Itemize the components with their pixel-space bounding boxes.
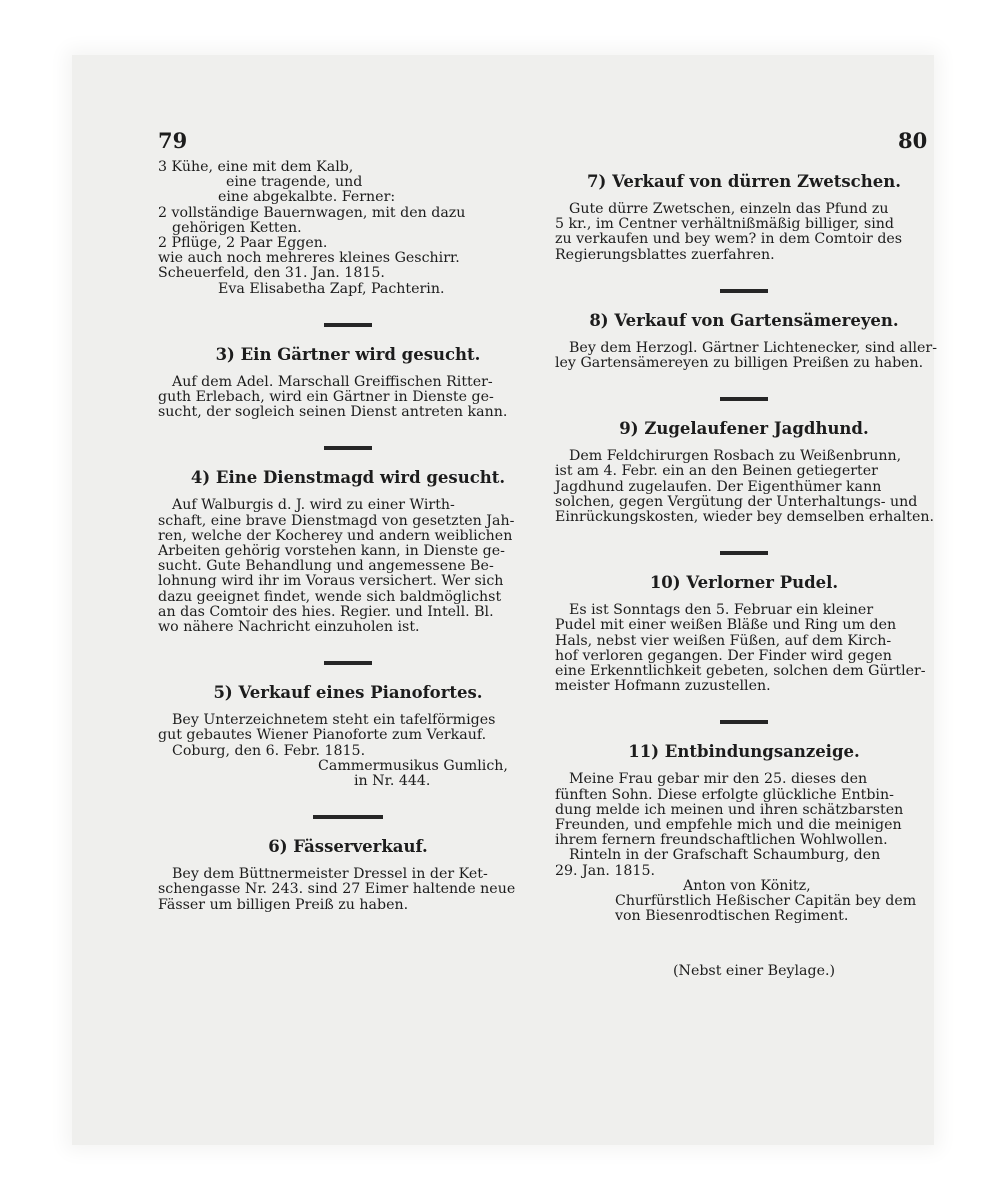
ad-barrel-sale	[158, 837, 538, 913]
ad-line: 5 kr., im Centner verhältnißmäßig billiger, sind	[555, 216, 894, 233]
ad-line: ihrem fernern freundschaftlichen Wohlwollen.	[555, 832, 888, 849]
ad-line: solchen, gegen Vergütung der Unterhaltungs- und	[555, 493, 918, 510]
ad-line: Pudel mit einer weißen Bläße und Ring um den	[555, 617, 897, 634]
ad-line: Fässer um billigen Preiß zu haben.	[158, 896, 409, 913]
ad-line: wo nähere Nachricht einzuholen ist.	[158, 619, 420, 636]
page-number-right: 80	[898, 128, 928, 153]
ad-line: Arbeiten gehörig vorstehen kann, in Dienste ge-	[158, 543, 505, 560]
ad-garden-seeds	[555, 310, 938, 372]
ad-line: ley Gartensämereyen zu billigen Preißen zu haben.	[555, 355, 924, 372]
ad-line: ren, welche der Kocherey und andern weiblichen	[158, 527, 513, 544]
ad-heading: 11) Entbindungsanzeige.	[628, 742, 860, 762]
ad-line: Meine Frau gebar mir den 25. dieses den	[569, 771, 868, 788]
ad-line: Auf Walburgis d. J. wird zu einer Wirth-	[172, 497, 455, 514]
ad-plum-sale	[555, 172, 933, 263]
ad-heading: 4) Eine Dienstmagd wird gesucht.	[190, 468, 506, 488]
ad-heading: 9) Zugelaufener Jagdhund.	[619, 419, 869, 439]
ad-line: Es ist Sonntags den 5. Februar ein kleiner	[569, 602, 874, 619]
notice-line: 3 Kühe, eine mit dem Kalb,	[158, 159, 354, 175]
ad-line: hof verloren gegangen. Der Finder wird gegen	[555, 647, 892, 664]
ad-birth-announcement	[555, 742, 933, 979]
ad-line: Bey Unterzeichnetem steht ein tafelförmiges	[172, 712, 496, 729]
ad-line: Coburg, den 6. Febr. 1815.	[172, 742, 366, 759]
ad-line: fünften Sohn. Diese erfolgte glückliche Entbin-	[555, 786, 894, 803]
ad-line: Auf dem Adel. Marschall Greiffischen Ritter-	[172, 373, 493, 390]
ad-line: sucht. Gute Behandlung und angemessene Be-	[158, 558, 494, 575]
ad-signature: Churfürstlich Heßischer Capitän bey dem	[615, 893, 917, 910]
right-column	[555, 172, 938, 980]
ad-line: gut gebautes Wiener Pianoforte zum Verkauf.	[158, 727, 487, 744]
notice-line: eine abgekalbte. Ferner:	[218, 189, 396, 206]
sale-cows-notice	[158, 160, 538, 297]
ad-line: eine Erkenntlichkeit gebeten, solchen dem Gürtler-	[555, 663, 926, 680]
notice-line: 2 Pflüge, 2 Paar Eggen.	[158, 235, 328, 252]
ad-line: Hals, nebst vier weißen Füßen, auf dem Kirch-	[555, 632, 892, 649]
ad-heading: 7) Verkauf von dürren Zwetschen.	[587, 172, 901, 191]
notice-line: wie auch noch mehreres kleines Geschirr.	[158, 250, 460, 267]
ad-maid-wanted	[158, 468, 538, 635]
ad-heading: 5) Verkauf eines Pianofortes.	[213, 683, 483, 703]
ad-gardener-wanted	[158, 345, 538, 421]
ad-heading: 3) Ein Gärtner wird gesucht.	[215, 344, 481, 364]
ad-signature: in Nr. 444.	[354, 773, 431, 790]
ad-piano-sale	[158, 683, 538, 789]
ad-line: Dem Feldchirurgen Rosbach zu Weißenbrunn,	[569, 448, 902, 465]
ad-line: an das Comtoir des hies. Regier. und Intell. Bl.	[158, 603, 494, 620]
ad-line: sucht, der sogleich seinen Dienst antreten kann.	[158, 404, 508, 421]
ad-line: Gute dürre Zwetschen, einzeln das Pfund zu	[569, 201, 889, 217]
notice-line: gehörigen Ketten.	[172, 219, 302, 236]
ad-found-hunting-dog	[555, 419, 933, 525]
ad-line: dung melde ich meinen und ihren schätzbarsten	[555, 801, 904, 818]
notice-line: Scheuerfeld, den 31. Jan. 1815.	[158, 265, 385, 282]
notice-signature: Eva Elisabetha Zapf, Pachterin.	[218, 280, 445, 297]
ad-line: guth Erlebach, wird ein Gärtner in Dienste ge-	[158, 389, 494, 406]
ad-line: Rinteln in der Grafschaft Schaumburg, den	[569, 847, 881, 864]
notice-line: 2 vollständige Bauernwagen, mit den dazu	[158, 204, 466, 221]
ad-line: Freunden, und empfehle mich und die meinigen	[555, 817, 902, 834]
ad-line: Bey dem Herzogl. Gärtner Lichtenecker, sind aller-	[569, 339, 938, 356]
notice-line: eine tragende, und	[226, 174, 363, 191]
ad-line: ist am 4. Febr. ein an den Beinen getiegerter	[555, 463, 878, 480]
ad-line: 29. Jan. 1815.	[555, 862, 655, 879]
left-column	[158, 160, 538, 913]
supplement-note: (Nebst einer Beylage.)	[673, 963, 836, 980]
ad-heading: 6) Fässerverkauf.	[268, 837, 428, 857]
ad-signature: Cammermusikus Gumlich,	[318, 757, 508, 774]
ad-line: meister Hofmann zuzustellen.	[555, 678, 771, 695]
ad-line: Bey dem Büttnermeister Dressel in der Ket-	[172, 866, 488, 883]
ad-line: schaft, eine brave Dienstmagd von gesetzten Jah-	[158, 512, 515, 529]
ad-line: Einrückungskosten, wieder bey demselben erhalten.	[555, 509, 934, 526]
page-number-left: 79	[158, 128, 188, 153]
ad-heading: 10) Verlorner Pudel.	[649, 573, 839, 593]
ad-signature: Anton von Könitz,	[683, 877, 811, 894]
ad-heading: 8) Verkauf von Gartensämereyen.	[589, 310, 899, 330]
ad-line: schengasse Nr. 243. sind 27 Eimer haltende neue	[158, 881, 516, 898]
ad-line: Jagdhund zugelaufen. Der Eigenthümer kann	[555, 478, 882, 495]
ad-lost-poodle	[555, 573, 933, 694]
ad-signature: von Biesenrodtischen Regiment.	[615, 908, 849, 925]
ad-line: lohnung wird ihr im Voraus versichert. Wer sich	[158, 573, 504, 590]
ad-line: dazu geeignet findet, wende sich baldmöglichst	[158, 588, 502, 605]
ad-line: Regierungsblattes zuerfahren.	[555, 246, 775, 263]
ad-line: zu verkaufen und bey wem? in dem Comtoir des	[555, 231, 903, 248]
